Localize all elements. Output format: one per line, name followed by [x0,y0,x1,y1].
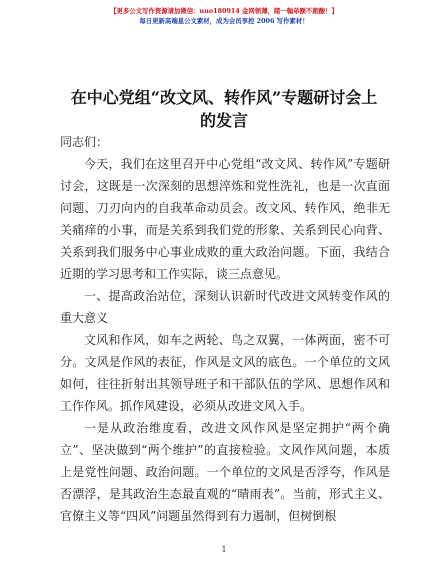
greeting: 同志们： [60,135,109,149]
paragraph-wenfeng: 文风和作风，如车之两轮、鸟之双翼，一体两面，密不可分。文风是作风的表征，作风是文风的底色。一个单位的文风如何，往往折射出其领导班子和干部队伍的学风、思想作风和工作作风。抓作风建设，必须从改进文风入手。 [60,333,390,413]
document-body [60,131,390,527]
section-heading-1: 一、提高政治站位，深刻认识新时代改进文风转变作风的重大意义 [60,289,390,325]
page-number: 1 [221,545,227,554]
promo-banner-line-2: 每日更新高端星公文素材，成为会员享控 2006 写作素材！ [139,17,309,25]
promo-banner-line-1: 【更多公文写作资源请加微信：nuo180914 金网领薄，睹一翰弟额不跑酸！】 [110,7,338,15]
paragraph-intro: 今天，我们在这里召开中心党组“改文风、转作风”专题研讨会，这既是一次深刻的思想淬炼和党性洗礼，也是一次直面问题、刀刃向内的自我革命动员会。改文风、转作风，绝非无关痛痒的小事，而是关系到我们党的形象、关系到民心向背、关系到我们服务中心事业成败的重大政治问题。下面，我结合近期的学习思考和工作实际，谈三点意见。 [60,157,390,281]
title-line-2: 的发言 [199,111,248,130]
document-title [40,86,408,132]
title-line-1: 在中心党组“改文风、转作风”专题研讨会上 [70,88,378,107]
paragraph-political: 一是从政治维度看，改进文风作风是坚定拥护“两个确立”、坚决做到“两个维护”的直接检验。文风作风问题，本质上是党性问题、政治问题。一个单位的文风是否浮夸，作风是否漂浮，是其政治生态最直观的“晴雨表”。当前，形式主义、官僚主义等“四风”问题虽然得到有力遏制，但树倒根 [60,421,390,523]
